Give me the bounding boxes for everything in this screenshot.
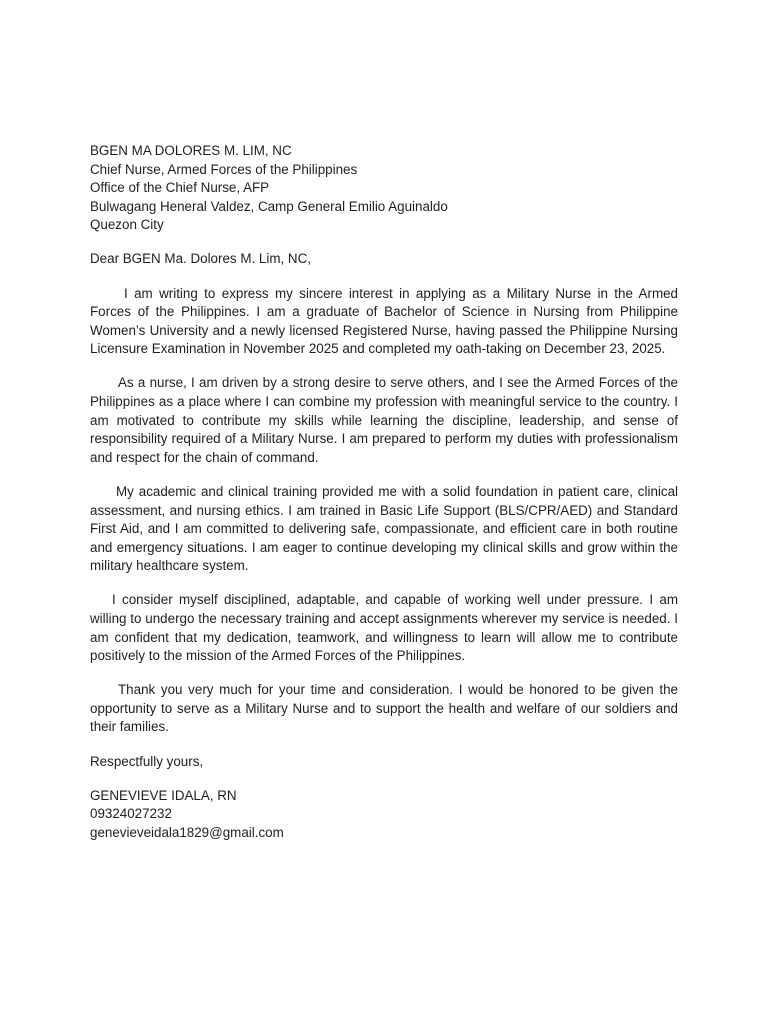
body-paragraph-5: Thank you very much for your time and consideration. I would be honored to be given the opportunity to serve as a Military Nurse and to support the health and welfare of our soldiers and their families. bbox=[90, 682, 678, 735]
body-paragraph-4: I consider myself disciplined, adaptable, and capable of working well under pressure. I am willing to undergo the necessary training and accept assignments wherever my service is needed. I am confident that my dedication, teamwork, and willingness to learn will allow me to contribute positively to the mission of the Armed Forces of the Philippines. bbox=[90, 592, 678, 664]
spacer bbox=[90, 359, 678, 375]
body-paragraph-1: I am writing to express my sincere interest in applying as a Military Nurse in the Armed Forces of the Philippines. I am a graduate of Bachelor of Science in Nursing from Philippine Women’s University and a newly licensed Registered Nurse, having passed the Philippine Nursing Licensure Examination in November 2025 and completed my oath-taking on December 23, 2025. bbox=[90, 285, 678, 357]
recipient-office: Office of the Chief Nurse, AFP bbox=[90, 180, 270, 196]
signature-phone: 09324027232 bbox=[90, 806, 172, 822]
spacer bbox=[90, 666, 678, 682]
spacer bbox=[90, 576, 678, 592]
signature-name: GENEVIEVE IDALA, RN bbox=[90, 787, 237, 803]
recipient-title: Chief Nurse, Armed Forces of the Philippines bbox=[90, 161, 358, 177]
spacer bbox=[90, 269, 678, 285]
body-paragraph-2: As a nurse, I am driven by a strong desire to serve others, and I see the Armed Forces of the Philippines as a place where I can combine my profession with meaningful service to the country. I am motivated to contribute my skills while learning the discipline, leadership, and sense of responsibility required of a Military Nurse. I am prepared to perform my duties with professionalism and respect for the chain of command. bbox=[90, 375, 678, 465]
signature-email: genevieveidala1829@gmail.com bbox=[90, 824, 284, 840]
recipient-address: Bulwagang Heneral Valdez, Camp General Emilio Aguinaldo bbox=[90, 198, 448, 214]
signature-block bbox=[90, 787, 678, 843]
body-paragraph-3: My academic and clinical training provided me with a solid foundation in patient care, clinical assessment, and nursing ethics. I am trained in Basic Life Support (BLS/CPR/AED) and Standard First Aid, and I am committed to delivering safe, compassionate, and efficient care in both routine and emergency situations. I am eager to continue developing my clinical skills and grow within the military healthcare system. bbox=[90, 483, 678, 574]
recipient-city: Quezon City bbox=[90, 217, 164, 233]
spacer bbox=[90, 467, 678, 483]
closing: Respectfully yours, bbox=[90, 753, 204, 769]
spacer bbox=[90, 737, 678, 753]
spacer bbox=[90, 771, 678, 787]
recipient-name: BGEN MA DOLORES M. LIM, NC bbox=[90, 143, 292, 158]
cover-letter bbox=[90, 142, 678, 842]
salutation: Dear BGEN Ma. Dolores M. Lim, NC, bbox=[90, 251, 311, 267]
recipient-block bbox=[90, 142, 678, 235]
spacer bbox=[90, 235, 678, 251]
